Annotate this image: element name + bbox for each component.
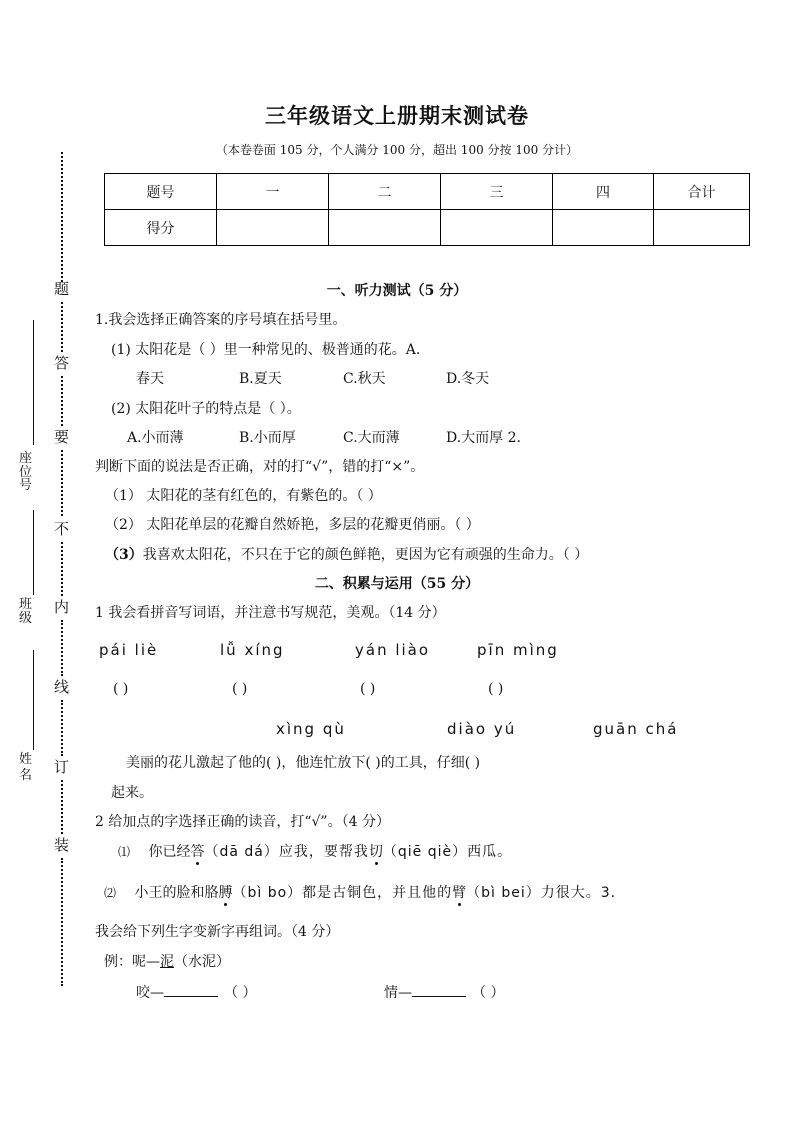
binding-char: 要 xyxy=(54,428,70,446)
option-text: B.小而厚 xyxy=(239,430,296,446)
binding-dotted-line xyxy=(61,620,63,676)
pinyin: pái liè xyxy=(99,641,159,659)
question-part: 小王的脸和胳 xyxy=(134,885,219,901)
table-row xyxy=(105,174,750,210)
word-item xyxy=(136,984,256,1000)
pinyin: lǚ xíng xyxy=(220,641,285,659)
option-text: D.大而厚 2. xyxy=(446,430,521,446)
pinyin: xìng qù xyxy=(276,720,346,738)
dotted-character: 膊 xyxy=(218,885,233,901)
fill-sentence: 美丽的花儿激起了他的( )，他连忙放下( )的工具，仔细( ) xyxy=(126,755,481,771)
binding-dotted-line xyxy=(61,700,63,756)
fill-sentence-end: 起来。 xyxy=(111,785,153,801)
word-item-label: 咬— xyxy=(136,985,164,1001)
binding-dotted-line xyxy=(61,450,63,516)
option-text: D.冬天 xyxy=(446,371,490,387)
example-suffix: （水泥） xyxy=(174,954,230,970)
page-title: 三年级语文上册期末测试卷 xyxy=(265,103,529,128)
pinyin: diào yú xyxy=(447,720,517,738)
binding-dotted-line xyxy=(61,302,63,352)
answer-blank[interactable]: （ ） xyxy=(224,985,257,1001)
example-prefix: 例：呢— xyxy=(104,954,160,970)
score-input-cell[interactable] xyxy=(654,210,750,246)
question-text: 2 给加点的字选择正确的读音，打“√”。（4 分） xyxy=(95,814,390,830)
seat-number-label: 座位号 xyxy=(19,451,33,494)
score-input-cell[interactable] xyxy=(553,210,654,246)
question-text xyxy=(118,845,512,859)
question-text: （1） 太阳花的茎有红色的，有紫色的。（ ） xyxy=(105,488,382,504)
binding-char: 题 xyxy=(54,280,70,298)
pinyin: pīn mìng xyxy=(477,641,559,659)
seat-number-line xyxy=(33,320,34,445)
question-number: （3） xyxy=(105,547,143,563)
binding-char: 答 xyxy=(54,354,70,372)
answer-blank[interactable]: ( ) xyxy=(360,681,376,697)
example-word: 泥 xyxy=(160,954,174,970)
score-input-cell[interactable] xyxy=(329,210,441,246)
table-cell: 一 xyxy=(217,174,329,210)
question-text: （2） 太阳花单层的花瓣自然娇艳，多层的花瓣更俏丽。（ ） xyxy=(105,517,480,533)
binding-char: 不 xyxy=(54,520,70,538)
binding-char: 订 xyxy=(54,758,70,776)
binding-dotted-line xyxy=(61,780,63,834)
answer-blank[interactable]: （ ） xyxy=(472,985,505,1001)
question-number: ⑴ xyxy=(118,845,131,859)
option-text: A.小而薄 xyxy=(127,430,184,446)
question-text xyxy=(104,886,616,900)
reading-options[interactable]: （bì bei）力很大。3. xyxy=(466,885,617,901)
dotted-character: 臂 xyxy=(452,885,467,901)
question-text: 1.我会选择正确答案的序号填在括号里。 xyxy=(95,312,347,328)
binding-char: 线 xyxy=(54,678,70,696)
word-item-label: 情— xyxy=(384,985,412,1001)
section1-title: 一、听力测试（5 分） xyxy=(326,283,468,299)
question-text: 1 我会看拼音写词语，并注意书写规范，美观。（14 分） xyxy=(95,605,446,621)
answer-underline[interactable] xyxy=(412,984,466,997)
table-cell: 二 xyxy=(329,174,441,210)
score-table xyxy=(104,173,750,246)
reading-options[interactable]: （dā dá）应我，要帮我 xyxy=(204,844,369,860)
page-subtitle: （本卷卷面 105 分，个人满分 100 分，超出 100 分按 100 分计） xyxy=(215,143,579,157)
class-label: 班级 xyxy=(19,597,33,626)
section2-title: 二、积累与运用（55 分） xyxy=(314,576,480,592)
option-text: B.夏天 xyxy=(239,371,282,387)
question-text: 判断下面的说法是否正确，对的打“√”，错的打“×”。 xyxy=(95,459,425,475)
score-input-cell[interactable] xyxy=(217,210,329,246)
question-body: 我喜欢太阳花，不只在于它的颜色鲜艳，更因为它有顽强的生命力。（ ） xyxy=(142,547,589,563)
table-cell: 得分 xyxy=(105,210,217,246)
binding-dotted-line xyxy=(61,376,63,426)
question-number: ⑵ xyxy=(104,886,117,900)
score-input-cell[interactable] xyxy=(441,210,553,246)
word-item xyxy=(384,984,504,1000)
name-label: 姓 名 xyxy=(19,752,33,783)
reading-options[interactable]: （bì bo）都是古铜色，并且他的 xyxy=(232,885,453,901)
table-cell: 合计 xyxy=(654,174,750,210)
binding-dotted-line xyxy=(61,858,63,986)
option-text: C.秋天 xyxy=(343,371,386,387)
pinyin: guān chá xyxy=(593,720,679,738)
option-text: C.大而薄 xyxy=(343,430,400,446)
table-cell: 四 xyxy=(553,174,654,210)
binding-dotted-line xyxy=(61,152,63,282)
table-cell: 题号 xyxy=(105,174,217,210)
name-line xyxy=(33,650,34,750)
dotted-character: 答 xyxy=(190,844,205,860)
answer-blank[interactable]: ( ) xyxy=(232,681,248,697)
question-text: (2) 太阳花叶子的特点是（ ）。 xyxy=(111,401,301,417)
question-text: 我会给下列生字变新字再组词。（4 分） xyxy=(95,924,340,940)
binding-char: 装 xyxy=(54,836,70,854)
answer-blank[interactable]: ( ) xyxy=(113,681,129,697)
option-text: 春天 xyxy=(136,371,164,387)
answer-underline[interactable] xyxy=(164,984,218,997)
pinyin: yán liào xyxy=(355,641,431,659)
question-part: 你已经 xyxy=(148,844,191,860)
table-cell: 三 xyxy=(441,174,553,210)
table-row xyxy=(105,210,750,246)
reading-options[interactable]: （qiē qiè）西瓜。 xyxy=(382,844,513,860)
binding-char: 内 xyxy=(54,598,70,616)
dotted-character: 切 xyxy=(368,844,383,860)
question-text xyxy=(105,548,588,562)
question-text: (1) 太阳花是（ ）里一种常见的、极普通的花。A. xyxy=(111,342,421,358)
example-line xyxy=(104,955,230,969)
answer-blank[interactable]: ( ) xyxy=(488,681,504,697)
